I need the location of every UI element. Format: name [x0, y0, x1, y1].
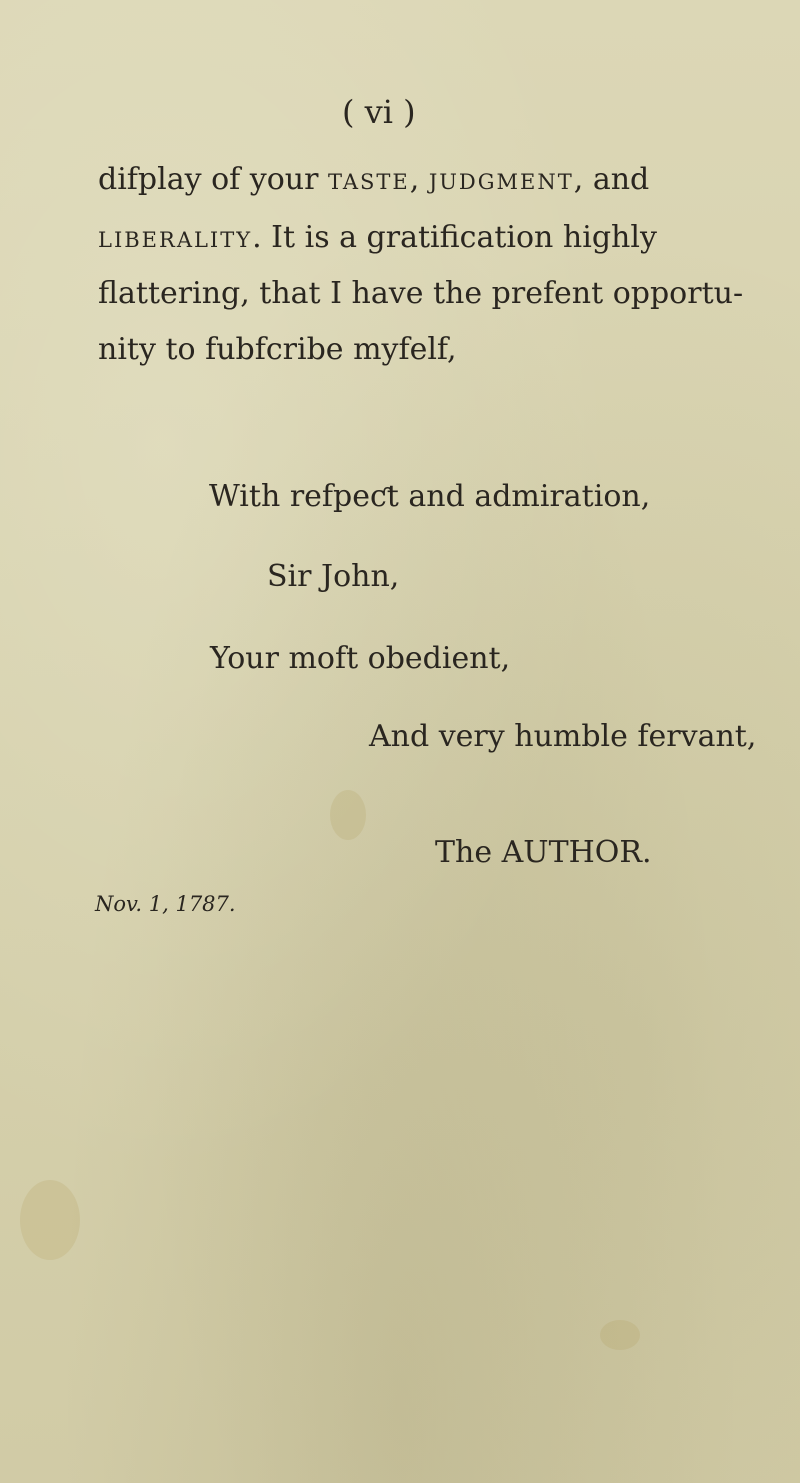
salutation-john: John,	[321, 559, 400, 594]
date-line: Nov. 1, 1787.	[95, 892, 236, 916]
body-line-2	[98, 218, 657, 260]
body-line-1	[98, 160, 649, 202]
signature-the: The	[435, 835, 493, 870]
page-number: ( vi )	[342, 93, 416, 131]
signature-author: AUTHOR.	[501, 835, 652, 870]
body-line-3: flattering, that I have the prefent opportu-	[98, 276, 744, 311]
body-text: ,	[409, 162, 429, 197]
closing-respect: With refpeƈt and admiration,	[209, 479, 651, 514]
closing-obedient: Your moft obedient,	[210, 641, 511, 676]
paper-stain	[330, 790, 366, 840]
salutation-sir: Sir	[267, 559, 312, 594]
paper-stain	[600, 1320, 640, 1350]
small-caps-word: JUDGMENT	[428, 170, 574, 194]
body-text: , and	[573, 162, 650, 197]
signature	[435, 833, 651, 873]
body-text: . It is a gratification highly	[252, 220, 657, 255]
closing-salutation	[267, 557, 399, 597]
paper-stain	[20, 1180, 80, 1260]
closing-servant: And very humble fervant,	[369, 719, 757, 754]
small-caps-word: TASTE	[327, 170, 410, 194]
small-caps-word: LIBERALITY	[98, 228, 253, 252]
body-line-4: nity to fubfcribe myfelf,	[98, 332, 457, 367]
body-text: difplay of your	[98, 162, 328, 197]
